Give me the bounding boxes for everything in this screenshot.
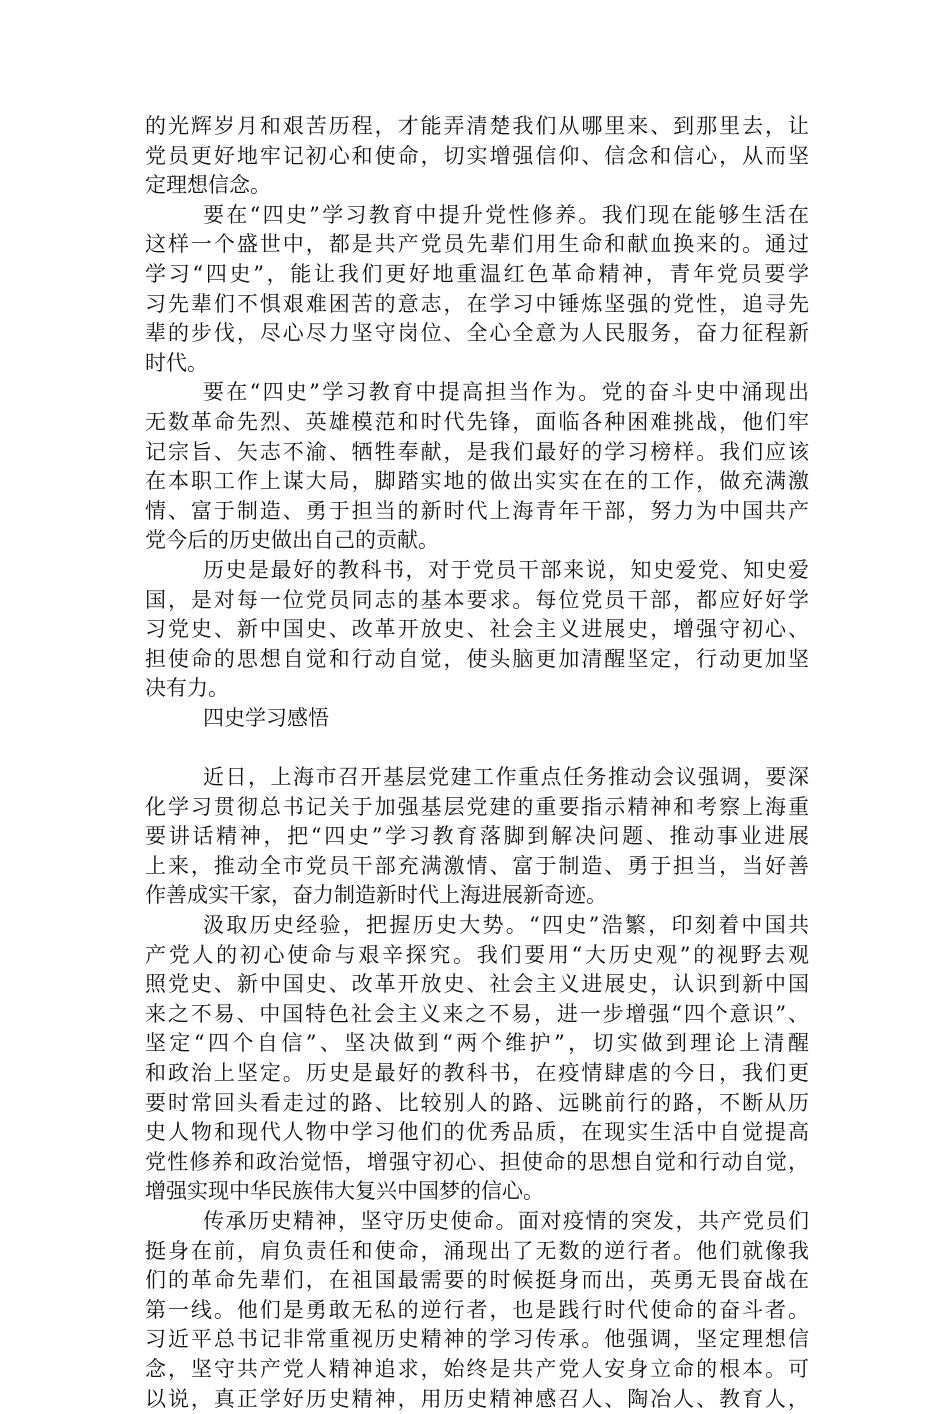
text-line: 念，坚守共产党人精神追求，始终是共产党人安身立命的根本。可: [145, 1356, 809, 1381]
text-line: 传承历史精神，坚守历史使命。面对疫情的突发，共产党员们: [203, 1208, 809, 1233]
text-line: 辈的步伐，尽心尽力坚守岗位、全心全意为人民服务，奋力征程新: [145, 321, 809, 346]
text-line: 担使命的思想自觉和行动自觉，使头脑更加清醒坚定，行动更加坚: [145, 646, 809, 671]
text-line: 史人物和现代人物中学习他们的优秀品质，在现实生活中自觉提高: [145, 1120, 809, 1145]
text-line: 坚定“四个自信”、坚决做到“两个维护”，切实做到理论上清醒: [145, 1031, 809, 1056]
text-line: 记宗旨、矢志不渝、牺牲奉献，是我们最好的学习榜样。我们应该: [145, 439, 809, 464]
text-line: 要讲话精神，把“四史”学习教育落脚到解决问题、推动事业进展: [145, 824, 809, 849]
paragraph: [145, 556, 809, 704]
text-line: 党员更好地牢记初心和使命，切实增强信仰、信念和信心，从而坚: [145, 143, 809, 168]
text-line: 国，是对每一位党员同志的基本要求。每位党员干部，都应好好学: [145, 587, 809, 612]
text-line: 历史是最好的教科书，对于党员干部来说，知史爱党、知史爱: [203, 557, 809, 582]
text-line: 汲取历史经验，把握历史大势。“四史”浩繁，印刻着中国共: [203, 913, 809, 938]
text-line: 要时常回头看走过的路、比较别人的路、远眺前行的路，不断从历: [145, 1090, 809, 1115]
text-line: 要在“四史”学习教育中提升党性修养。我们现在能够生活在: [203, 202, 809, 227]
paragraph: [145, 911, 809, 1207]
paragraph: [145, 1207, 809, 1414]
paragraph: [145, 378, 809, 556]
text-line: 和政治上坚定。历史是最好的教科书，在疫情肆虐的今日，我们更: [145, 1061, 809, 1085]
text-line: 决有力。: [145, 676, 229, 701]
paragraph-gap: [145, 733, 809, 763]
text-line: 定理想信念。: [145, 173, 271, 198]
text-line: 情、富于制造、勇于担当的新时代上海青年干部，努力为中国共产: [145, 498, 809, 523]
text-line: 这样一个盛世中，都是共产党员先辈们用生命和献血换来的。通过: [145, 232, 809, 257]
text-line: 照党史、新中国史、改革开放史、社会主义进展史，认识到新中国: [145, 972, 809, 997]
text-line: 学习“四史”，能让我们更好地重温红色革命精神，青年党员要学: [145, 261, 809, 286]
paragraph: [145, 112, 809, 201]
text-line: 无数革命先烈、英雄模范和时代先锋，面临各种困难挑战，他们牢: [145, 409, 809, 434]
text-line: 党今后的历史做出自己的贡献。: [145, 528, 439, 553]
text-line: 作善成实干家，奋力制造新时代上海进展新奇迹。: [145, 883, 607, 908]
paragraph: [145, 201, 809, 379]
section-heading: [145, 704, 809, 734]
text-line: 四史学习感悟: [203, 705, 329, 730]
text-line: 来之不易、中国特色社会主义来之不易，进一步增强“四个意识”、: [145, 1001, 809, 1026]
document-page: [145, 112, 809, 1414]
text-line: 第一线。他们是勇敢无私的逆行者，也是践行时代使命的奋斗者。: [145, 1297, 809, 1322]
text-line: 习近平总书记非常重视历史精神的学习传承。他强调，坚定理想信: [145, 1327, 809, 1352]
text-line: 以说，真正学好历史精神，用历史精神感召人、陶冶人、教育人，: [145, 1386, 809, 1411]
text-line: 近日，上海市召开基层党建工作重点任务推动会议强调，要深: [203, 765, 809, 790]
text-line: 挺身在前，肩负责任和使命，涌现出了无数的逆行者。他们就像我: [145, 1238, 809, 1263]
text-line: 产党人的初心使命与艰辛探究。我们要用“大历史观”的视野去观: [145, 942, 809, 967]
text-line: 在本职工作上谋大局，脚踏实地的做出实实在在的工作，做充满激: [145, 469, 809, 494]
paragraph: [145, 763, 809, 911]
text-line: 要在“四史”学习教育中提高担当作为。党的奋斗史中涌现出: [203, 380, 809, 405]
text-line: 习先辈们不惧艰难困苦的意志，在学习中锤炼坚强的党性，追寻先: [145, 291, 809, 316]
text-line: 的光辉岁月和艰苦历程，才能弄清楚我们从哪里来、到那里去，让: [145, 114, 809, 138]
text-line: 化学习贯彻总书记关于加强基层党建的重要指示精神和考察上海重: [145, 794, 809, 819]
text-line: 时代。: [145, 350, 208, 375]
text-line: 上来，推动全市党员干部充满激情、富于制造、勇于担当，当好善: [145, 853, 809, 878]
text-line: 们的革命先辈们，在祖国最需要的时候挺身而出，英勇无畏奋战在: [145, 1268, 809, 1293]
text-line: 增强实现中华民族伟大复兴中国梦的信心。: [145, 1179, 544, 1204]
text-line: 习党史、新中国史、改革开放史、社会主义进展史，增强守初心、: [145, 617, 809, 642]
text-line: 党性修养和政治觉悟，增强守初心、担使命的思想自觉和行动自觉，: [145, 1149, 809, 1174]
